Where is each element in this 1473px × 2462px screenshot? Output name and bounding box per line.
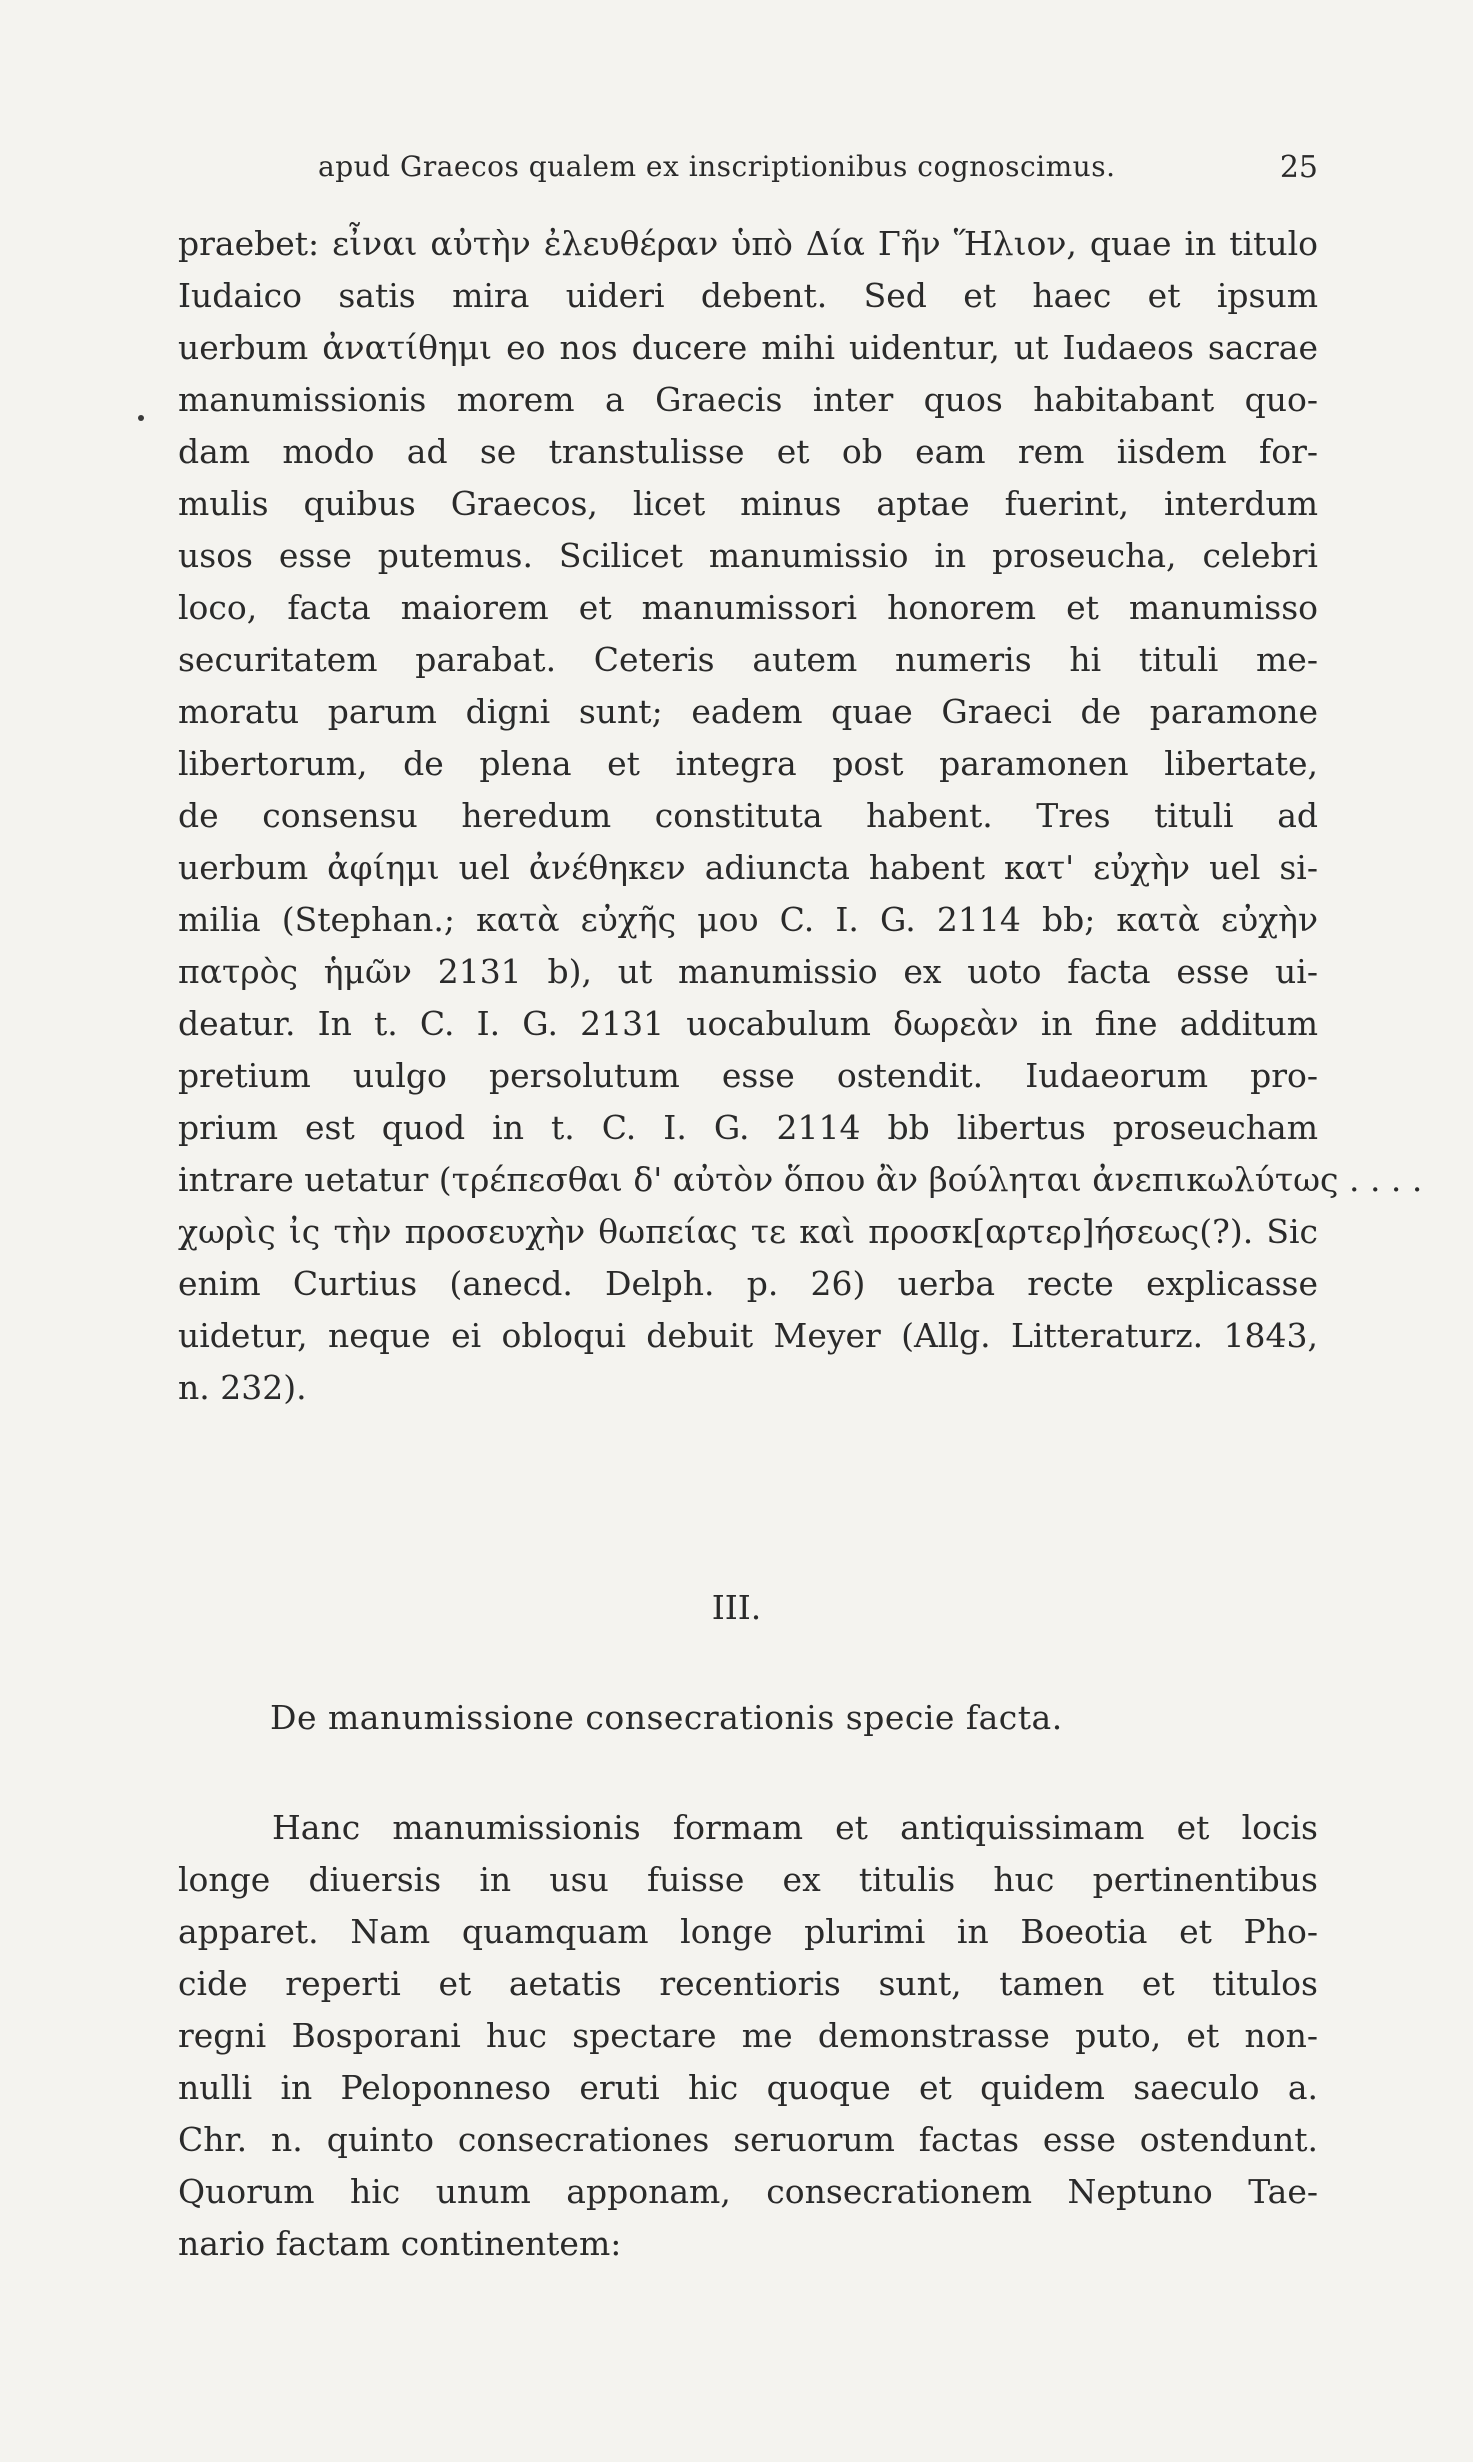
section-numeral: III. [711,1588,762,1627]
text-line: Iudaico satis mira uideri debent. Sed et haec et ipsum [178,276,1318,315]
text-line: manumissionis morem a Graecis inter quos habitabant quo- [178,380,1318,419]
text-line: cide reperti et aetatis recentioris sunt, tamen et titulos [178,1964,1318,2003]
text-line: moratu parum digni sunt; eadem quae Graeci de paramone [178,692,1318,731]
text-line: uerbum ἀνατίθημι eo nos ducere mihi uidentur, ut Iudaeos sacrae [178,328,1318,367]
text-line: πατρὸς ἡμῶν 2131 b), ut manumissio ex uoto facta esse ui- [178,952,1318,991]
text-line: de consensu heredum constituta habent. Tres tituli ad [178,796,1318,835]
text-line: apparet. Nam quamquam longe plurimi in Boeotia et Pho- [178,1912,1318,1951]
text-line: uidetur, neque ei obloqui debuit Meyer (Allg. Litteraturz. 1843, [178,1316,1318,1355]
text-line: praebet: εἶναι αὐτὴν ἐλευθέραν ὑπὸ Δία Γῆν Ἥλιον, quae in titulo [178,224,1318,263]
text-line: milia (Stephan.; κατὰ εὐχῆς μου C. I. G. 2114 bb; κατὰ εὐχὴν [178,900,1318,939]
text-line: Quorum hic unum apponam, consecrationem Neptuno Tae- [178,2172,1318,2211]
text-line: intrare uetatur (τρέπεσθαι δ' αὐτὸν ὅπου ἂν βούληται ἀνεπικωλύτως . . . . [178,1160,1423,1199]
paragraph-1 [178,218,1423,1414]
text-line: Hanc manumissionis formam et antiquissimam et locis [272,1808,1318,1847]
text-line: dam modo ad se transtulisse et ob eam rem iisdem for- [178,432,1318,471]
page-header [318,150,1318,190]
text-line: libertorum, de plena et integra post paramonen libertate, [178,744,1318,783]
ink-spot [138,415,144,421]
text-line: usos esse putemus. Scilicet manumissio in proseucha, celebri [178,536,1318,575]
page-number: 25 [1279,150,1318,185]
text-line: nario factam continentem: [178,2224,622,2263]
text-line: pretium uulgo persolutum esse ostendit. Iudaeorum pro- [178,1056,1318,1095]
text-line: enim Curtius (anecd. Delph. p. 26) uerba recte explicasse [178,1264,1318,1303]
text-line: uerbum ἀφίημι uel ἀνέθηκεν adiuncta habent κατ' εὐχὴν uel si- [178,848,1318,887]
paragraph-2 [178,1802,1318,2270]
text-line: loco, facta maiorem et manumissori honorem et manumisso [178,588,1318,627]
text-line: prium est quod in t. C. I. G. 2114 bb libertus proseucham [178,1108,1318,1147]
text-line: nulli in Peloponneso eruti hic quoque et quidem saeculo a. [178,2068,1318,2107]
text-line: longe diuersis in usu fuisse ex titulis huc pertinentibus [178,1860,1318,1899]
text-line: deatur. In t. C. I. G. 2131 uocabulum δωρεὰν in fine additum [178,1004,1318,1043]
text-line: securitatem parabat. Ceteris autem numeris hi tituli me- [178,640,1318,679]
text-line: χωρὶς ἰς τὴν προσευχὴν θωπείας τε καὶ προσκ[αρτερ]ήσεως(?). Sic [178,1212,1318,1251]
section-title: De manumissione consecrationis specie facta. [270,1698,1063,1737]
text-line: mulis quibus Graecos, licet minus aptae fuerint, interdum [178,484,1318,523]
text-line: regni Bosporani huc spectare me demonstrasse puto, et non- [178,2016,1318,2055]
running-title: apud Graecos qualem ex inscriptionibus cognoscimus. [318,150,1116,183]
text-line: n. 232). [178,1368,307,1407]
text-line: Chr. n. quinto consecrationes seruorum factas esse ostendunt. [178,2120,1318,2159]
